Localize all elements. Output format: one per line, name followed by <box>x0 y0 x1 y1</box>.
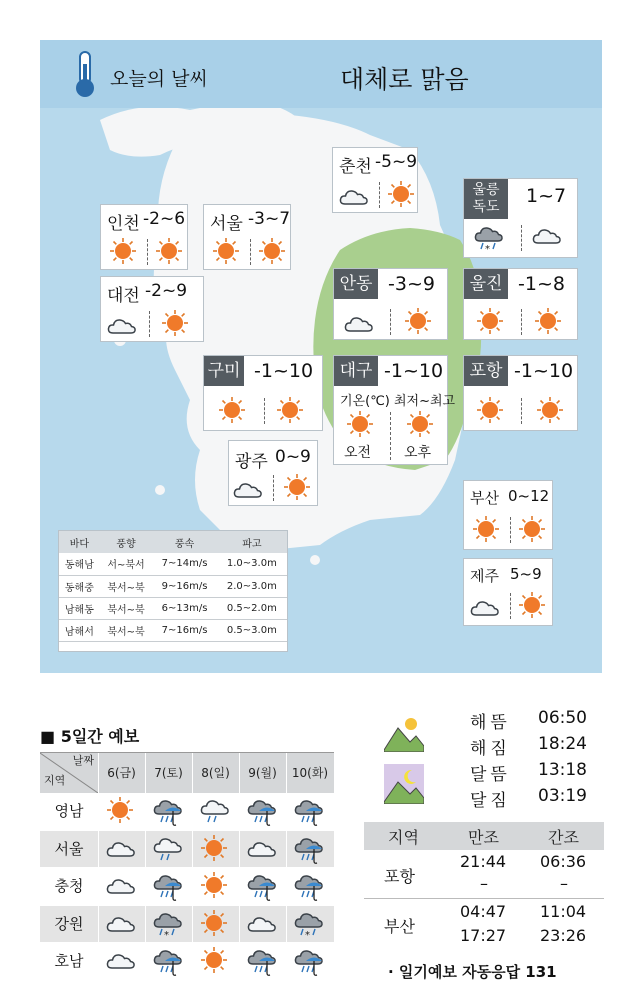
rain-icon <box>247 946 277 976</box>
tide-high: 17:27 <box>460 926 507 945</box>
city-name: 대전 <box>107 286 140 306</box>
cloud-icon <box>106 834 136 864</box>
cloud-icon <box>233 475 263 503</box>
tide-low: 23:26 <box>540 926 587 945</box>
cloud-icon <box>106 871 136 901</box>
rain-icon <box>247 796 277 826</box>
sea-header: 풍향 <box>100 531 153 553</box>
city-card-seoul <box>203 204 291 270</box>
sun-icon <box>387 180 415 208</box>
sun-icon <box>276 396 304 424</box>
city-temp: -2~9 <box>145 281 188 301</box>
rain-icon <box>153 946 183 976</box>
table-row: 남해서 북서~북 7~16m/s 0.5~3.0m <box>59 619 287 641</box>
forecast-row <box>40 943 334 979</box>
phone-info: · 일기예보 자동응답 131 <box>388 963 557 981</box>
tide-high: 04:47 <box>460 902 507 921</box>
sun-icon <box>258 237 286 265</box>
cloud-icon <box>106 946 136 976</box>
city-temp: 0~9 <box>275 447 311 467</box>
sea-header: 파고 <box>217 531 287 553</box>
cloud-icon <box>344 309 374 337</box>
city-temp: 0~12 <box>508 487 550 505</box>
sea-header: 풍속 <box>152 531 216 553</box>
forecast-region: 충청 <box>54 877 84 896</box>
city-tag: 울릉 독도 <box>464 179 508 219</box>
forecast-row <box>40 831 334 867</box>
forecast-region: 강원 <box>54 914 84 933</box>
city-card-jeju <box>463 558 553 626</box>
rain-icon <box>294 796 324 826</box>
city-card-incheon <box>100 204 188 270</box>
city-name: 인천 <box>107 214 140 234</box>
city-tag: 울진 <box>464 269 508 299</box>
sun-icon <box>518 515 546 543</box>
forecast-row <box>40 793 334 829</box>
sun-icon <box>404 307 432 335</box>
sun-icon <box>518 591 546 619</box>
sun-icon <box>161 309 189 337</box>
sun-icon <box>155 237 183 265</box>
city-name: 춘천 <box>339 157 372 177</box>
sun-icon <box>472 515 500 543</box>
forecast-day: 7(토) <box>145 753 192 793</box>
city-name: 제주 <box>470 567 499 585</box>
city-temp: -1~10 <box>514 360 574 382</box>
table-row: 동해남 서~북서 7~14m/s 1.0~3.0m <box>59 553 287 575</box>
rain-icon <box>153 871 183 901</box>
city-card-pohang <box>463 355 578 431</box>
tide-low: 11:04 <box>540 902 587 921</box>
city-temp: -1~10 <box>254 360 314 382</box>
tide-low: 06:36 <box>540 852 587 871</box>
rain-icon <box>294 946 324 976</box>
sun-icon <box>200 946 230 976</box>
sun-icon <box>476 307 504 335</box>
rain-light-icon <box>153 834 183 864</box>
sunrise-icon <box>384 712 424 752</box>
sun-icon <box>283 473 311 501</box>
city-temp: -3~9 <box>388 273 435 295</box>
tide-high: – <box>480 874 488 893</box>
city-card-daejeon <box>100 276 204 342</box>
cloud-icon <box>532 221 562 249</box>
cloud-icon <box>106 909 136 939</box>
sun-icon <box>212 237 240 265</box>
forecast-row <box>40 868 334 904</box>
sun-icon <box>200 834 230 864</box>
forecast-title: ■ 5일간 예보 <box>40 727 140 746</box>
city-card-uljin <box>463 268 578 340</box>
city-card-chuncheon <box>332 147 418 213</box>
sun-icon <box>109 237 137 265</box>
forecast-day: 8(일) <box>192 753 239 793</box>
city-temp: -1~10 <box>384 360 444 382</box>
cloud-icon <box>247 834 277 864</box>
city-tag: 구미 <box>204 356 244 386</box>
weather-map-panel <box>40 40 602 673</box>
table-row: 남해동 북서~북 6~13m/s 0.5~2.0m <box>59 597 287 619</box>
sun-icon <box>534 307 562 335</box>
city-tag: 안동 <box>334 269 378 299</box>
sun-icon <box>218 396 246 424</box>
tide-high: 21:44 <box>460 852 507 871</box>
table-row: 동해중 북서~북 9~16m/s 2.0~3.0m <box>59 575 287 597</box>
forecast-day: 6(금) <box>98 753 145 793</box>
rain-icon <box>247 871 277 901</box>
forecast-day: 10(화) <box>286 753 334 793</box>
forecast-day: 9(월) <box>239 753 286 793</box>
cloud-icon <box>339 182 369 210</box>
city-tag: 포항 <box>464 356 508 386</box>
sun-icon <box>200 909 230 939</box>
forecast-region: 영남 <box>54 802 84 820</box>
city-name: 부산 <box>470 489 499 507</box>
cloud-icon <box>247 909 277 939</box>
header-bar <box>40 40 602 108</box>
tide-region: 부산 <box>384 917 415 936</box>
forecast-table <box>40 752 334 980</box>
sun-icon <box>106 796 136 826</box>
cloud-icon <box>107 311 137 339</box>
city-temp: -1~8 <box>518 273 565 295</box>
sea-conditions-table <box>58 530 288 652</box>
rain-light-icon <box>200 796 230 826</box>
city-card-gwangju <box>228 440 318 506</box>
city-temp: -3~7 <box>248 209 291 229</box>
legend-am: 오전 <box>344 445 372 461</box>
city-card-daegu <box>333 355 456 465</box>
city-temp: 1~7 <box>526 185 567 207</box>
tide-low: – <box>560 874 568 893</box>
weather-summary: 대체로 맑음 <box>340 65 469 94</box>
snow-rain-icon <box>474 223 504 253</box>
tide-header: 지역 만조 간조 <box>364 822 604 850</box>
city-temp: 5~9 <box>510 565 542 583</box>
city-card-gumi <box>203 355 323 431</box>
legend-pm: 오후 <box>404 445 432 461</box>
sun-icon <box>346 410 374 438</box>
forecast-corner: 날짜 지역 <box>40 753 98 793</box>
thermometer-icon <box>70 50 100 100</box>
tide-region: 포항 <box>384 867 415 886</box>
rain-icon <box>294 871 324 901</box>
sun-icon <box>536 396 564 424</box>
snow-rain-icon <box>153 909 183 939</box>
sun-icon <box>200 871 230 901</box>
city-card-ulleung <box>463 178 578 258</box>
rain-icon <box>294 834 324 864</box>
city-temp: -5~9 <box>375 152 418 172</box>
legend-caption: 기온(℃) 최저~최고 <box>340 394 456 409</box>
sun-icon <box>476 396 504 424</box>
city-tag: 대구 <box>334 356 378 386</box>
city-card-busan <box>463 480 553 550</box>
rain-icon <box>153 796 183 826</box>
page-title: 오늘의 날씨 <box>110 68 208 90</box>
city-name: 서울 <box>210 214 243 234</box>
city-temp: -2~6 <box>143 209 186 229</box>
forecast-row <box>40 906 334 942</box>
city-card-andong <box>333 268 448 340</box>
sea-header: 바다 <box>59 531 100 553</box>
city-name: 광주 <box>235 452 268 472</box>
cloud-icon <box>470 593 500 621</box>
forecast-region: 서울 <box>54 839 84 858</box>
moonrise-icon <box>384 764 424 804</box>
sun-icon <box>406 410 434 438</box>
forecast-region: 호남 <box>54 952 84 971</box>
snow-rain-icon <box>294 909 324 939</box>
